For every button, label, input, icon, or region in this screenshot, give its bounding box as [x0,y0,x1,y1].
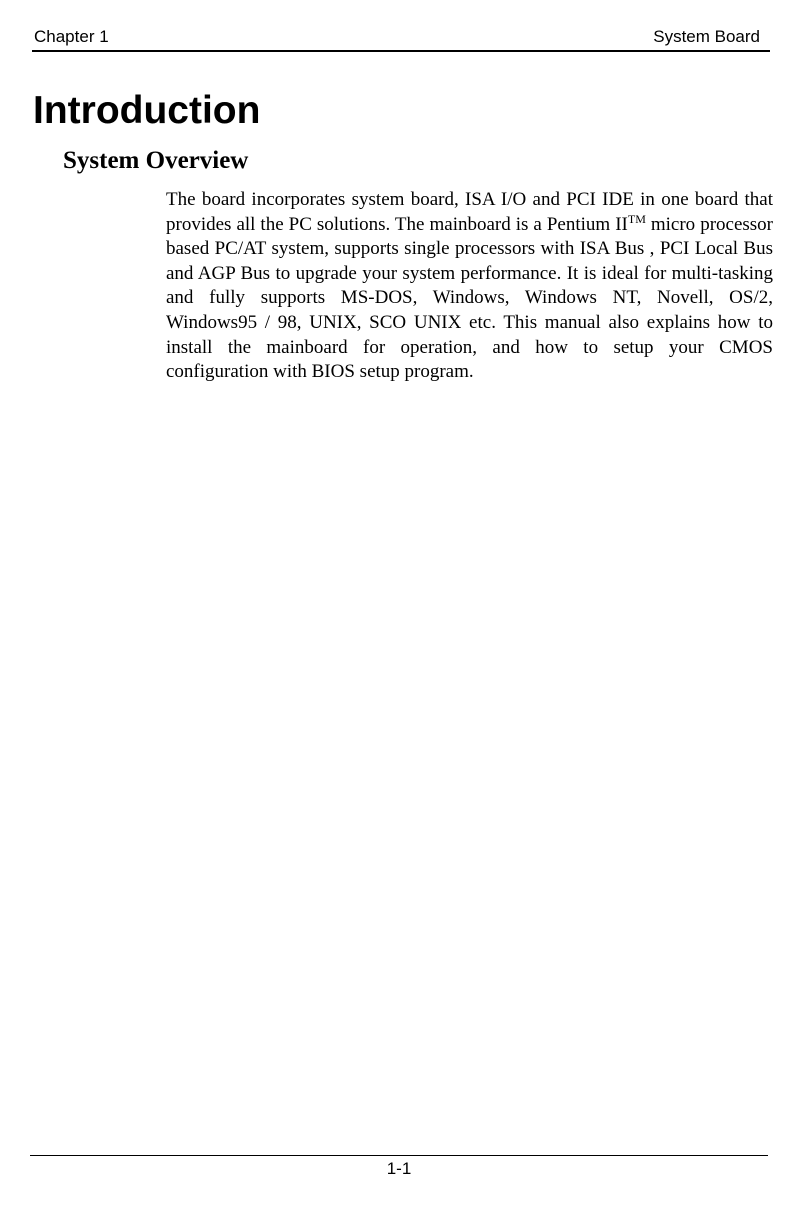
paragraph-text-part2: micro processor based PC/AT system, supports single processors with ISA Bus , PCI Local Bus and AGP Bus to upgrade your system performance. It is ideal for multi-tasking and fully supports MS-DOS, Windows, Windows NT, Novell, OS/2, Windows95 / 98, UNIX, SCO UNIX etc. This manual also explains how to install the mainboard for operation, and how to setup your CMOS configuration with BIOS setup program. [166,213,773,383]
chapter-title: Introduction [33,89,261,132]
header-section-label: System Board [653,27,760,46]
page-number: 1-1 [386,1159,412,1178]
paragraph-text-part1: The board incorporates system board, ISA I/O and PCI IDE in one board that provides all the PC solutions. The mainboard is a Pentium II [166,189,773,235]
trademark-superscript: TM [627,211,646,226]
overview-paragraph [166,188,773,385]
page-header [32,24,770,52]
page-footer [30,1155,768,1178]
header-chapter-label: Chapter 1 [34,27,109,46]
section-title: System Overview [63,147,249,174]
